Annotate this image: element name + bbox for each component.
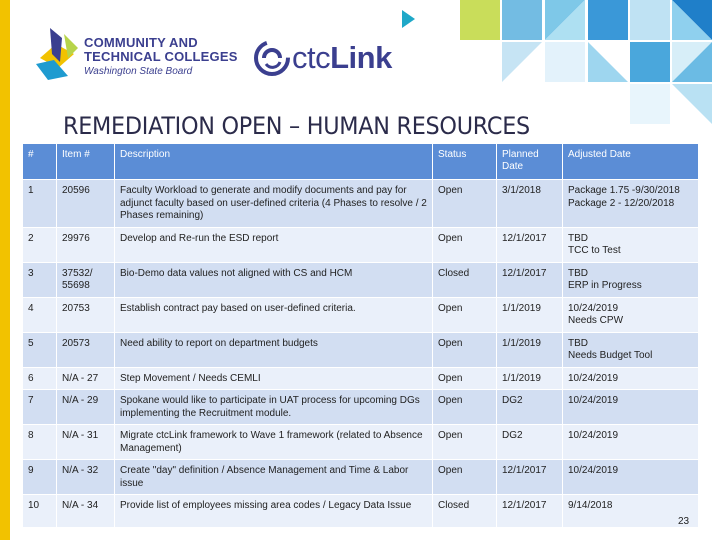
header-item: Item # (57, 144, 115, 180)
cell-description: Migrate ctcLink framework to Wave 1 framework (related to Absence Management) (115, 425, 433, 460)
ctclink-swirl-icon (254, 40, 290, 76)
cell-adjusted-date: TBD TCC to Test (563, 227, 699, 262)
cell-status: Open (433, 227, 497, 262)
cell-planned-date: 12/1/2017 (497, 227, 563, 262)
cell-planned-date: 1/1/2019 (497, 367, 563, 390)
cell-adjusted-date: TBD ERP in Progress (563, 262, 699, 297)
cell-item: N/A - 29 (57, 390, 115, 425)
cell-status: Open (433, 460, 497, 495)
cell-planned-date: 1/1/2019 (497, 332, 563, 367)
logo-line-3: Washington State Board (84, 66, 193, 77)
cell-item: 29976 (57, 227, 115, 262)
cell-item: 20573 (57, 332, 115, 367)
logo-line-1: COMMUNITY AND (84, 35, 198, 50)
decorative-triangle-icon (402, 10, 415, 28)
cell-status: Open (433, 180, 497, 228)
cell-description: Need ability to report on department budgets (115, 332, 433, 367)
header-status: Status (433, 144, 497, 180)
table-row (23, 495, 699, 528)
table-row (23, 297, 699, 332)
cell-description: Provide list of employees missing area codes / Legacy Data Issue (115, 495, 433, 528)
colleges-logo-icon (34, 24, 80, 84)
cell-description: Create "day" definition / Absence Management and Time & Labor issue (115, 460, 433, 495)
cell-number: 10 (23, 495, 57, 528)
table-row (23, 460, 699, 495)
cell-adjusted-date: 10/24/2019 (563, 367, 699, 390)
cell-number: 4 (23, 297, 57, 332)
table-row (23, 425, 699, 460)
header-number: # (23, 144, 57, 180)
cell-planned-date: DG2 (497, 425, 563, 460)
cell-planned-date: 12/1/2017 (497, 460, 563, 495)
header-planned-date: Planned Date (497, 144, 563, 180)
cell-item: 37532/ 55698 (57, 262, 115, 297)
ctclink-word-ctc: ctc (292, 40, 331, 75)
ctclink-wordmark (292, 38, 392, 78)
colleges-wordmark (84, 36, 238, 79)
page-number: 23 (678, 516, 690, 527)
cell-description: Establish contract pay based on user-defined criteria. (115, 297, 433, 332)
table-row (23, 262, 699, 297)
cell-planned-date: 12/1/2017 (497, 262, 563, 297)
header-description: Description (115, 144, 433, 180)
cell-number: 3 (23, 262, 57, 297)
page-title: REMEDIATION OPEN – HUMAN RESOURCES (63, 112, 530, 140)
cell-item: 20753 (57, 297, 115, 332)
cell-item: N/A - 31 (57, 425, 115, 460)
cell-planned-date: 1/1/2019 (497, 297, 563, 332)
cell-item: N/A - 27 (57, 367, 115, 390)
cell-number: 9 (23, 460, 57, 495)
table-row (23, 227, 699, 262)
table-row (23, 367, 699, 390)
cell-planned-date: 12/1/2017 (497, 495, 563, 528)
cell-number: 6 (23, 367, 57, 390)
cell-adjusted-date: 10/24/2019 (563, 460, 699, 495)
cell-description: Bio-Demo data values not aligned with CS and HCM (115, 262, 433, 297)
cell-status: Open (433, 425, 497, 460)
cell-description: Step Movement / Needs CEMLI (115, 367, 433, 390)
cell-status: Open (433, 297, 497, 332)
cell-adjusted-date: TBD Needs Budget Tool (563, 332, 699, 367)
table-row (23, 332, 699, 367)
left-accent-bar (0, 0, 10, 540)
cell-status: Open (433, 332, 497, 367)
cell-description: Faculty Workload to generate and modify documents and pay for adjunct faculty based on user-defined criteria (4 Phases to resolve / 2 Phases remaining) (115, 180, 433, 228)
cell-status: Closed (433, 495, 497, 528)
cell-number: 7 (23, 390, 57, 425)
cell-number: 2 (23, 227, 57, 262)
cell-description: Spokane would like to participate in UAT process for upcoming DGs implementing the Recruitment module. (115, 390, 433, 425)
decorative-pattern (450, 0, 720, 125)
table-header-row (23, 144, 699, 180)
ctclink-word-link: Link (330, 40, 392, 75)
cell-description: Develop and Re-run the ESD report (115, 227, 433, 262)
cell-adjusted-date: 10/24/2019 (563, 390, 699, 425)
cell-status: Open (433, 367, 497, 390)
remediation-table (22, 143, 699, 528)
cell-number: 5 (23, 332, 57, 367)
table-row (23, 390, 699, 425)
logo-line-2: TECHNICAL COLLEGES (84, 49, 238, 64)
cell-status: Open (433, 390, 497, 425)
cell-adjusted-date: Package 1.75 -9/30/2018 Package 2 - 12/20/2018 (563, 180, 699, 228)
header-adjusted-date: Adjusted Date (563, 144, 699, 180)
cell-item: N/A - 34 (57, 495, 115, 528)
table-row (23, 180, 699, 228)
cell-status: Closed (433, 262, 497, 297)
cell-item: N/A - 32 (57, 460, 115, 495)
cell-adjusted-date: 10/24/2019 Needs CPW (563, 297, 699, 332)
cell-planned-date: 3/1/2018 (497, 180, 563, 228)
cell-adjusted-date: 9/14/2018 (563, 495, 699, 528)
cell-number: 1 (23, 180, 57, 228)
cell-planned-date: DG2 (497, 390, 563, 425)
cell-adjusted-date: 10/24/2019 (563, 425, 699, 460)
cell-number: 8 (23, 425, 57, 460)
cell-item: 20596 (57, 180, 115, 228)
